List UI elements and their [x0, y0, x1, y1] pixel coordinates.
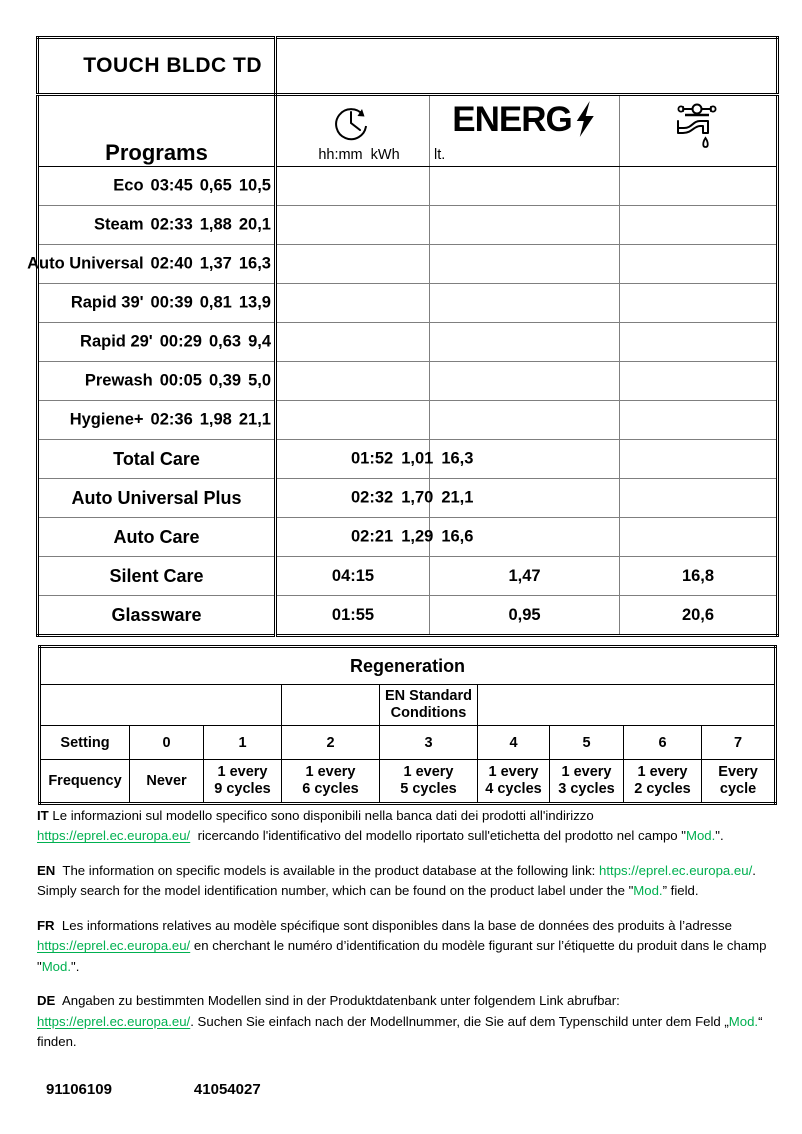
row-cell-litres [620, 245, 778, 284]
setting-value-6: 6 [624, 726, 702, 760]
note-it-part1: Le informazioni sul modello specifico sono disponibili nella banca dati dei prodotti all'indirizzo [52, 808, 594, 823]
note-lang-it: IT [37, 808, 49, 823]
row-cell-litres [620, 401, 778, 440]
frequency-line2: 2 cycles [634, 781, 691, 797]
row-cell-litres [620, 362, 778, 401]
row-cell-litres [620, 284, 778, 323]
row-cell-kwh [430, 206, 620, 245]
table-row [38, 323, 778, 362]
note-de [37, 991, 775, 1052]
row-cell-kwh [430, 401, 620, 440]
title-cell [38, 38, 276, 95]
frequency-line1: 1 every [305, 764, 356, 781]
table-row [38, 206, 778, 245]
frequency-line2: 4 cycles [485, 781, 542, 797]
frequency-value-7 [702, 760, 776, 804]
row-cell-kwh [430, 362, 620, 401]
row-cell-litres [620, 518, 778, 557]
duration-unit-label: hh:mm kWh [318, 147, 400, 163]
setting-value-1: 1 [204, 726, 282, 760]
setting-value-0: 0 [130, 726, 204, 760]
setting-value-3: 3 [380, 726, 478, 760]
programs-header-label: Programs [105, 140, 208, 165]
setting-label: Setting [40, 726, 130, 760]
product-database-notes [37, 806, 775, 1053]
table-row [38, 596, 778, 636]
row-program-label: Auto Universal Plus [71, 487, 242, 508]
clock-icon [330, 100, 376, 149]
row-cell-time [276, 245, 430, 284]
note-it-part3: ". [715, 828, 724, 844]
row-overflow-values: 02:21 1,29 16,6 [351, 527, 474, 546]
frequency-line1: Every [718, 764, 758, 781]
table-header-row [38, 95, 778, 167]
frequency-line1: 1 every [217, 764, 268, 781]
note-en-part2: . Simply search for the model identification number, which can be found on the product label under the " [37, 862, 756, 899]
note-fr [37, 916, 775, 977]
row-overflow-text: Rapid 39' 00:39 0,81 13,9 [70, 293, 271, 312]
setting-value-2: 2 [282, 726, 380, 760]
regeneration-note-row [40, 685, 776, 726]
row-litres-value: 16,8 [681, 566, 715, 585]
frequency-line2: 3 cycles [558, 781, 615, 797]
row-cell-program [27, 245, 276, 284]
regeneration-note-blank-right [478, 685, 776, 726]
frequency-value-3 [380, 760, 478, 804]
row-cell-litres [620, 479, 778, 518]
frequency-value-5 [550, 760, 624, 804]
row-cell-program [38, 557, 276, 596]
frequency-line2: 9 cycles [214, 781, 271, 797]
table-row [38, 362, 778, 401]
row-cell-litres [620, 440, 778, 479]
note-fr-part1: Les informations relatives au modèle spécifique sont disponibles dans la base de données des produits à l’adresse [61, 917, 732, 933]
energy-logo-text: ENERG [452, 99, 572, 139]
row-cell-program [38, 206, 276, 245]
row-cell-time [276, 401, 430, 440]
frequency-value-6 [624, 760, 702, 804]
note-lang-de: DE [37, 993, 56, 1009]
row-cell-time [276, 206, 430, 245]
energy-header-cell [430, 95, 620, 167]
row-cell-kwh [430, 167, 620, 206]
table-row [38, 284, 778, 323]
note-lang-en: EN [37, 862, 56, 878]
row-cell-litres [620, 206, 778, 245]
row-cell-program [38, 362, 276, 401]
note-fr-part2: en cherchant le numéro d’identification du modèle figurant sur l’étiquette du produit dans le champ " [37, 938, 767, 974]
frequency-value-4 [478, 760, 550, 804]
row-kwh-value: 1,47 [508, 566, 541, 585]
row-overflow-text: Hygiene+ 02:36 1,98 21,1 [69, 410, 271, 429]
row-cell-time [276, 518, 474, 557]
note-de-part3: “ finden. [37, 1013, 763, 1050]
regeneration-title-row [40, 647, 776, 685]
frequency-value-0 [130, 760, 204, 804]
mod-token-it: Mod. [685, 828, 716, 844]
frequency-line2: 5 cycles [400, 781, 457, 797]
row-overflow-text: Rapid 29' 00:29 0,63 9,4 [80, 332, 271, 351]
frequency-line1: 1 every [403, 764, 454, 781]
row-cell-kwh [430, 596, 620, 636]
row-program-label: Silent Care [109, 565, 204, 586]
note-fr-part3: ". [71, 958, 80, 974]
row-cell-litres [620, 167, 778, 206]
row-cell-program [38, 596, 276, 636]
regeneration-note-blank-left [40, 685, 282, 726]
setting-value-7: 7 [702, 726, 776, 760]
eprel-link-it[interactable]: https://eprel.ec.europa.eu/ [37, 828, 191, 844]
row-cell-time [276, 323, 430, 362]
row-cell-program [38, 284, 276, 323]
row-cell-program [38, 401, 276, 440]
note-it [37, 806, 775, 847]
note-en-part3: ” field. [662, 883, 699, 899]
frequency-label: Frequency [40, 760, 130, 804]
row-cell-litres [620, 557, 778, 596]
row-overflow-text: Eco 03:45 0,65 10,5 [113, 176, 271, 195]
row-time-value: 01:55 [331, 605, 375, 624]
row-program-label: Glassware [111, 604, 202, 625]
row-program-label: Auto Care [113, 526, 200, 547]
regeneration-frequency-row [40, 760, 776, 804]
row-program-label: Total Care [113, 448, 200, 469]
note-it-part2: ricercando l'identificativo del modello riportato sull'etichetta del prodotto nel campo " [197, 828, 686, 844]
water-tap-icon [670, 102, 726, 157]
row-cell-kwh [430, 557, 620, 596]
programs-table [27, 36, 779, 637]
row-cell-program [38, 479, 276, 518]
eprel-link-fr[interactable]: https://eprel.ec.europa.eu/ [37, 938, 191, 954]
duration-header-cell [276, 95, 430, 167]
water-header-cell [620, 95, 778, 167]
frequency-line2: 6 cycles [302, 781, 359, 797]
row-cell-kwh [430, 323, 620, 362]
row-kwh-value: 0,95 [508, 605, 541, 624]
eprel-link-en[interactable]: https://eprel.ec.europa.eu/ [599, 862, 753, 878]
frequency-value-1 [204, 760, 282, 804]
regeneration-table [38, 645, 777, 805]
frequency-line1: 1 every [561, 764, 612, 781]
mod-token-de: Mod. [728, 1013, 759, 1029]
table-row [38, 440, 778, 479]
title-cell-spacer [276, 38, 778, 95]
en-standard-conditions-note: EN Standard Conditions [380, 685, 478, 726]
setting-value-4: 4 [478, 726, 550, 760]
table-row [38, 479, 778, 518]
table-row [38, 167, 778, 206]
regeneration-setting-row [40, 726, 776, 760]
footer-code-1: 91106109 [46, 1081, 112, 1098]
row-overflow-values: 02:32 1,70 21,1 [351, 488, 474, 507]
note-en-part1: The information on specific models is available in the product database at the following link: [62, 862, 596, 878]
table-title-row [38, 38, 778, 95]
note-de-part1: Angaben zu bestimmten Modellen sind in der Produktdatenbank unter folgendem Link abrufbar: [61, 993, 620, 1009]
row-overflow-values: 01:52 1,01 16,3 [351, 449, 474, 468]
regeneration-title: Regeneration [40, 647, 776, 685]
row-cell-program [38, 167, 276, 206]
table-row [38, 401, 778, 440]
table-row [38, 245, 778, 284]
row-overflow-text: Steam 02:33 1,88 20,1 [94, 215, 271, 234]
row-cell-program [38, 518, 276, 557]
row-cell-time [276, 557, 430, 596]
row-cell-program [38, 440, 276, 479]
row-litres-value: 20,6 [681, 605, 715, 624]
row-time-value: 04:15 [331, 566, 375, 585]
row-cell-time [276, 167, 430, 206]
mod-token-en: Mod. [633, 883, 663, 899]
frequency-line1: 1 every [488, 764, 539, 781]
note-lang-fr: FR [37, 917, 55, 933]
row-cell-time [276, 284, 430, 323]
row-cell-kwh [430, 284, 620, 323]
lightning-bolt-icon [573, 100, 597, 138]
frequency-line2: cycle [719, 781, 757, 797]
row-cell-litres [620, 323, 778, 362]
row-cell-time [276, 362, 430, 401]
note-de-part2: . Suchen Sie einfach nach der Modellnummer, die Sie auf dem Typenschild unter dem Feld „ [190, 1013, 729, 1029]
row-cell-time [276, 440, 474, 479]
water-unit-label: lt. [434, 147, 446, 163]
row-cell-time [276, 596, 430, 636]
note-en [37, 861, 775, 902]
table-row [38, 557, 778, 596]
footer-codes [46, 1081, 261, 1098]
eprel-link-de[interactable]: https://eprel.ec.europa.eu/ [37, 1013, 191, 1029]
table-row [38, 518, 778, 557]
frequency-value-2 [282, 760, 380, 804]
row-overflow-text: Auto Universal 02:40 1,37 16,3 [27, 254, 271, 273]
row-cell-litres [620, 596, 778, 636]
mod-token-fr: Mod. [41, 958, 72, 974]
programs-header-cell [38, 95, 276, 167]
row-cell-program [38, 323, 276, 362]
row-overflow-text: Prewash 00:05 0,39 5,0 [84, 371, 271, 390]
frequency-line1: Never [146, 772, 187, 789]
energy-label-icon [452, 100, 596, 138]
page-title: TOUCH BLDC TD [83, 54, 262, 77]
regeneration-note-blank-mid [282, 685, 380, 726]
row-cell-kwh [430, 245, 620, 284]
frequency-line1: 1 every [637, 764, 688, 781]
row-cell-time [276, 479, 474, 518]
footer-code-2: 41054027 [193, 1081, 261, 1098]
setting-value-5: 5 [550, 726, 624, 760]
